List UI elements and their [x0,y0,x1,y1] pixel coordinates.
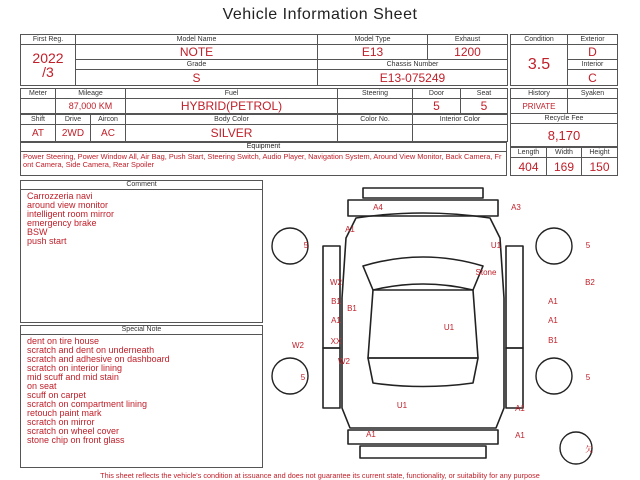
chassis-value: E13-075249 [318,70,508,86]
mark-a1-bottom-right: A1 [515,431,525,440]
list-item: dent on tire house [27,336,100,346]
mark-a4: A4 [373,203,383,212]
equipment-box [20,142,507,176]
tire-front-right-icon [536,228,572,264]
history-value: PRIVATE [511,99,568,114]
first-reg-label: First Reg. [21,35,76,45]
vehicle-damage-diagram [268,178,628,470]
width-label: Width [547,148,582,158]
mark-a1-right-2: A1 [548,316,558,325]
first-reg-month: /3 [42,64,54,80]
equipment-label: Equipment [21,143,506,152]
fuel-label: Fuel [126,89,338,99]
history-table [510,88,618,147]
mark-tire-rear-left: 5 [300,373,306,382]
mark-b1-right: B1 [548,336,558,345]
recycle-fee-value: 8,170 [511,124,618,147]
list-item: scratch and adhesive on dashboard [27,354,170,364]
tire-front-left-icon [272,228,308,264]
interior-color-value [413,125,508,142]
comment-label: Comment [21,181,262,190]
mark-w2-left: W2 [330,278,342,287]
roof-outline [368,290,478,358]
mark-b2-right: B2 [585,278,595,287]
vehicle-main-info-table [20,34,508,86]
equipment-value: Power Steering, Power Window All, Air Bag, Push Start, Steering Switch, Audio Player, Navigation System, Around View Monitor, Back Camera, Front Camera, Side Camera, Rear Spoiler [23,152,502,169]
model-type-label: Model Type [318,35,428,45]
list-item: Carrozzeria navi [27,191,93,201]
condition-value: 3.5 [511,45,568,86]
footer-disclaimer: This sheet reflects the vehicle's condition at issuance and does not guarantee its current state, functionality, or suitability for any purpose [100,471,540,480]
list-item: push start [27,236,67,246]
drive-value: 2WD [56,125,91,142]
fuel-value: HYBRID(PETROL) [126,99,338,114]
mark-a1-right: A1 [548,297,558,306]
shift-value: AT [21,125,56,142]
mark-a1-left: A1 [331,316,341,325]
door-label: Door [413,89,461,99]
list-item: scuff on carpet [27,390,86,400]
mark-b1-left-2: B1 [347,304,357,313]
right-side-panel [506,246,523,348]
mark-u1-roof: U1 [443,323,455,332]
list-item: intelligent room mirror [27,209,115,219]
model-type-value: E13 [318,45,428,60]
list-item: stone chip on front glass [27,435,125,445]
list-item: on seat [27,381,57,391]
model-name-value: NOTE [76,45,318,60]
mileage-label: Mileage [56,89,126,99]
chassis-label: Chassis Number [318,60,508,70]
syaken-label: Syaken [568,89,618,99]
mark-u1-rear: U1 [396,401,408,410]
special-note-list [21,335,262,447]
exterior-value: D [568,45,618,60]
condition-label: Condition [511,35,568,45]
mark-a1-front-left: A1 [345,225,355,234]
exhaust-label: Exhaust [428,35,508,45]
model-name-label: Model Name [76,35,318,45]
mark-tire-front-right: 5 [585,241,591,250]
height-value: 150 [582,158,618,176]
color-no-value [338,125,413,142]
exterior-label: Exterior [568,35,618,45]
mark-spare: 欠 [585,445,593,454]
first-reg-year: 2022 [32,50,64,66]
condition-table [510,34,618,86]
rear-bumper-outline [360,446,486,458]
page-title: Vehicle Information Sheet [222,6,418,23]
first-reg-value [21,45,76,86]
list-item: mid scuff and mid stain [27,372,119,382]
list-item: scratch on mirror [27,417,95,427]
recycle-fee-label: Recycle Fee [511,114,618,124]
height-label: Height [582,148,618,158]
mark-a1-bottom-left: A1 [366,430,376,439]
list-item: scratch on wheel cover [27,426,120,436]
list-item: BSW [27,227,48,237]
car-body-outline [342,213,504,428]
history-label: History [511,89,568,99]
mark-u1-hood: U1 [490,241,502,250]
interior-color-label: Interior Color [413,115,508,125]
interior-label: Interior [568,60,618,70]
drive-label: Drive [56,115,91,125]
mark-b1-left: B1 [331,297,341,306]
mark-stone: Stone [475,268,497,277]
comment-box [20,180,263,323]
list-item: retouch paint mark [27,408,102,418]
mark-xx: XX [330,337,342,346]
mark-a1-rear-right: A1 [515,404,525,413]
mark-tire-rear-right: 5 [585,373,591,382]
mark-a3: A3 [511,203,521,212]
list-item: scratch on interior lining [27,363,123,373]
list-item: around view monitor [27,200,109,210]
steering-value [338,99,413,114]
body-color-value: SILVER [126,125,338,142]
width-value: 169 [547,158,582,176]
seat-label: Seat [461,89,508,99]
length-value: 404 [511,158,547,176]
list-item: scratch and dent on underneath [27,345,155,355]
syaken-value [568,99,618,114]
comment-list [21,190,262,248]
list-item: scratch on compartment lining [27,399,148,409]
tire-rear-right-icon [536,358,572,394]
vehicle-spec-table [20,88,508,114]
seat-value: 5 [461,99,508,114]
shift-label: Shift [21,115,56,125]
grade-value: S [76,70,318,86]
interior-value: C [568,70,618,86]
front-bumper-outline [363,188,483,198]
windshield-outline [363,257,483,290]
dimensions-table [510,147,618,176]
mark-w2-left-2: W2 [338,357,350,366]
vehicle-spec-table-2 [20,114,508,142]
steering-label: Steering [338,89,413,99]
aircon-value: AC [91,125,126,142]
special-note-box [20,325,263,468]
exhaust-value: 1200 [428,45,508,60]
meter-value [21,99,56,114]
body-color-label: Body Color [126,115,338,125]
length-label: Length [511,148,547,158]
meter-label: Meter [21,89,56,99]
grade-label: Grade [76,60,318,70]
right-rear-panel [506,348,523,408]
aircon-label: Aircon [91,115,126,125]
list-item: emergency brake [27,218,97,228]
special-note-label: Special Note [21,326,262,335]
mark-w2-far-left: W2 [292,341,304,350]
mileage-value: 87,000 KM [56,99,126,114]
rear-window-outline [368,358,478,387]
mark-tire-front-left: 5 [303,241,309,250]
door-value: 5 [413,99,461,114]
color-no-label: Color No. [338,115,413,125]
